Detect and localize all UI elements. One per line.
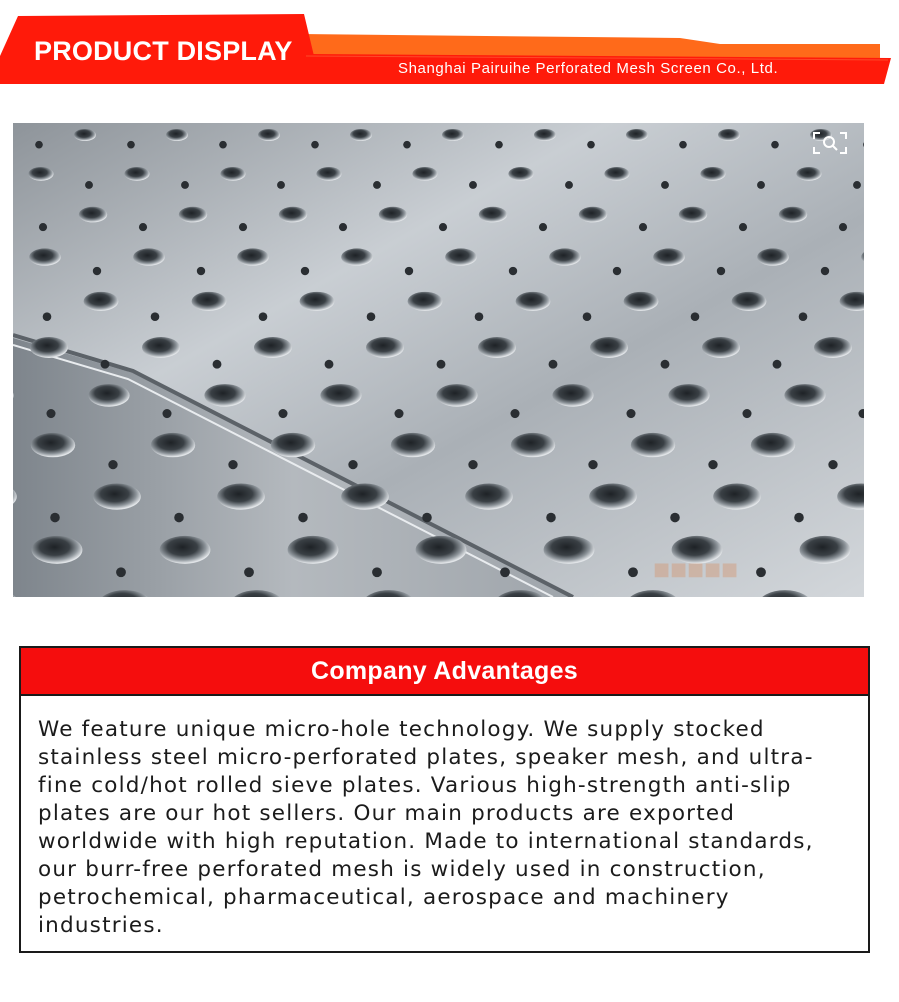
company-advantages-panel (19, 646, 870, 953)
company-name: Shanghai Pairuihe Perforated Mesh Screen Co., Ltd. (398, 60, 779, 77)
advantages-header (21, 648, 868, 696)
perforated-plate-illustration (13, 123, 864, 597)
product-image[interactable] (13, 123, 864, 597)
page-title: PRODUCT DISPLAY (34, 36, 293, 66)
svg-text:■■■■■: ■■■■■ (653, 559, 739, 580)
advantages-text: We feature unique micro-hole technology. We supply stocked stainless steel micro-perforated plates, speaker mesh, and ultra-fine cold/hot rolled sieve plates. Various high-strength anti-slip plates are our hot sellers. Our main products are exported worldwide with high reputation. Made to international standards, our burr-free perforated mesh is widely used in construction, petrochemical, pharmaceutical, aerospace and machinery industries. (38, 717, 814, 938)
zoom-search-icon[interactable] (812, 131, 848, 155)
advantages-title: Company Advantages (310, 656, 579, 685)
header-banner (0, 0, 899, 90)
